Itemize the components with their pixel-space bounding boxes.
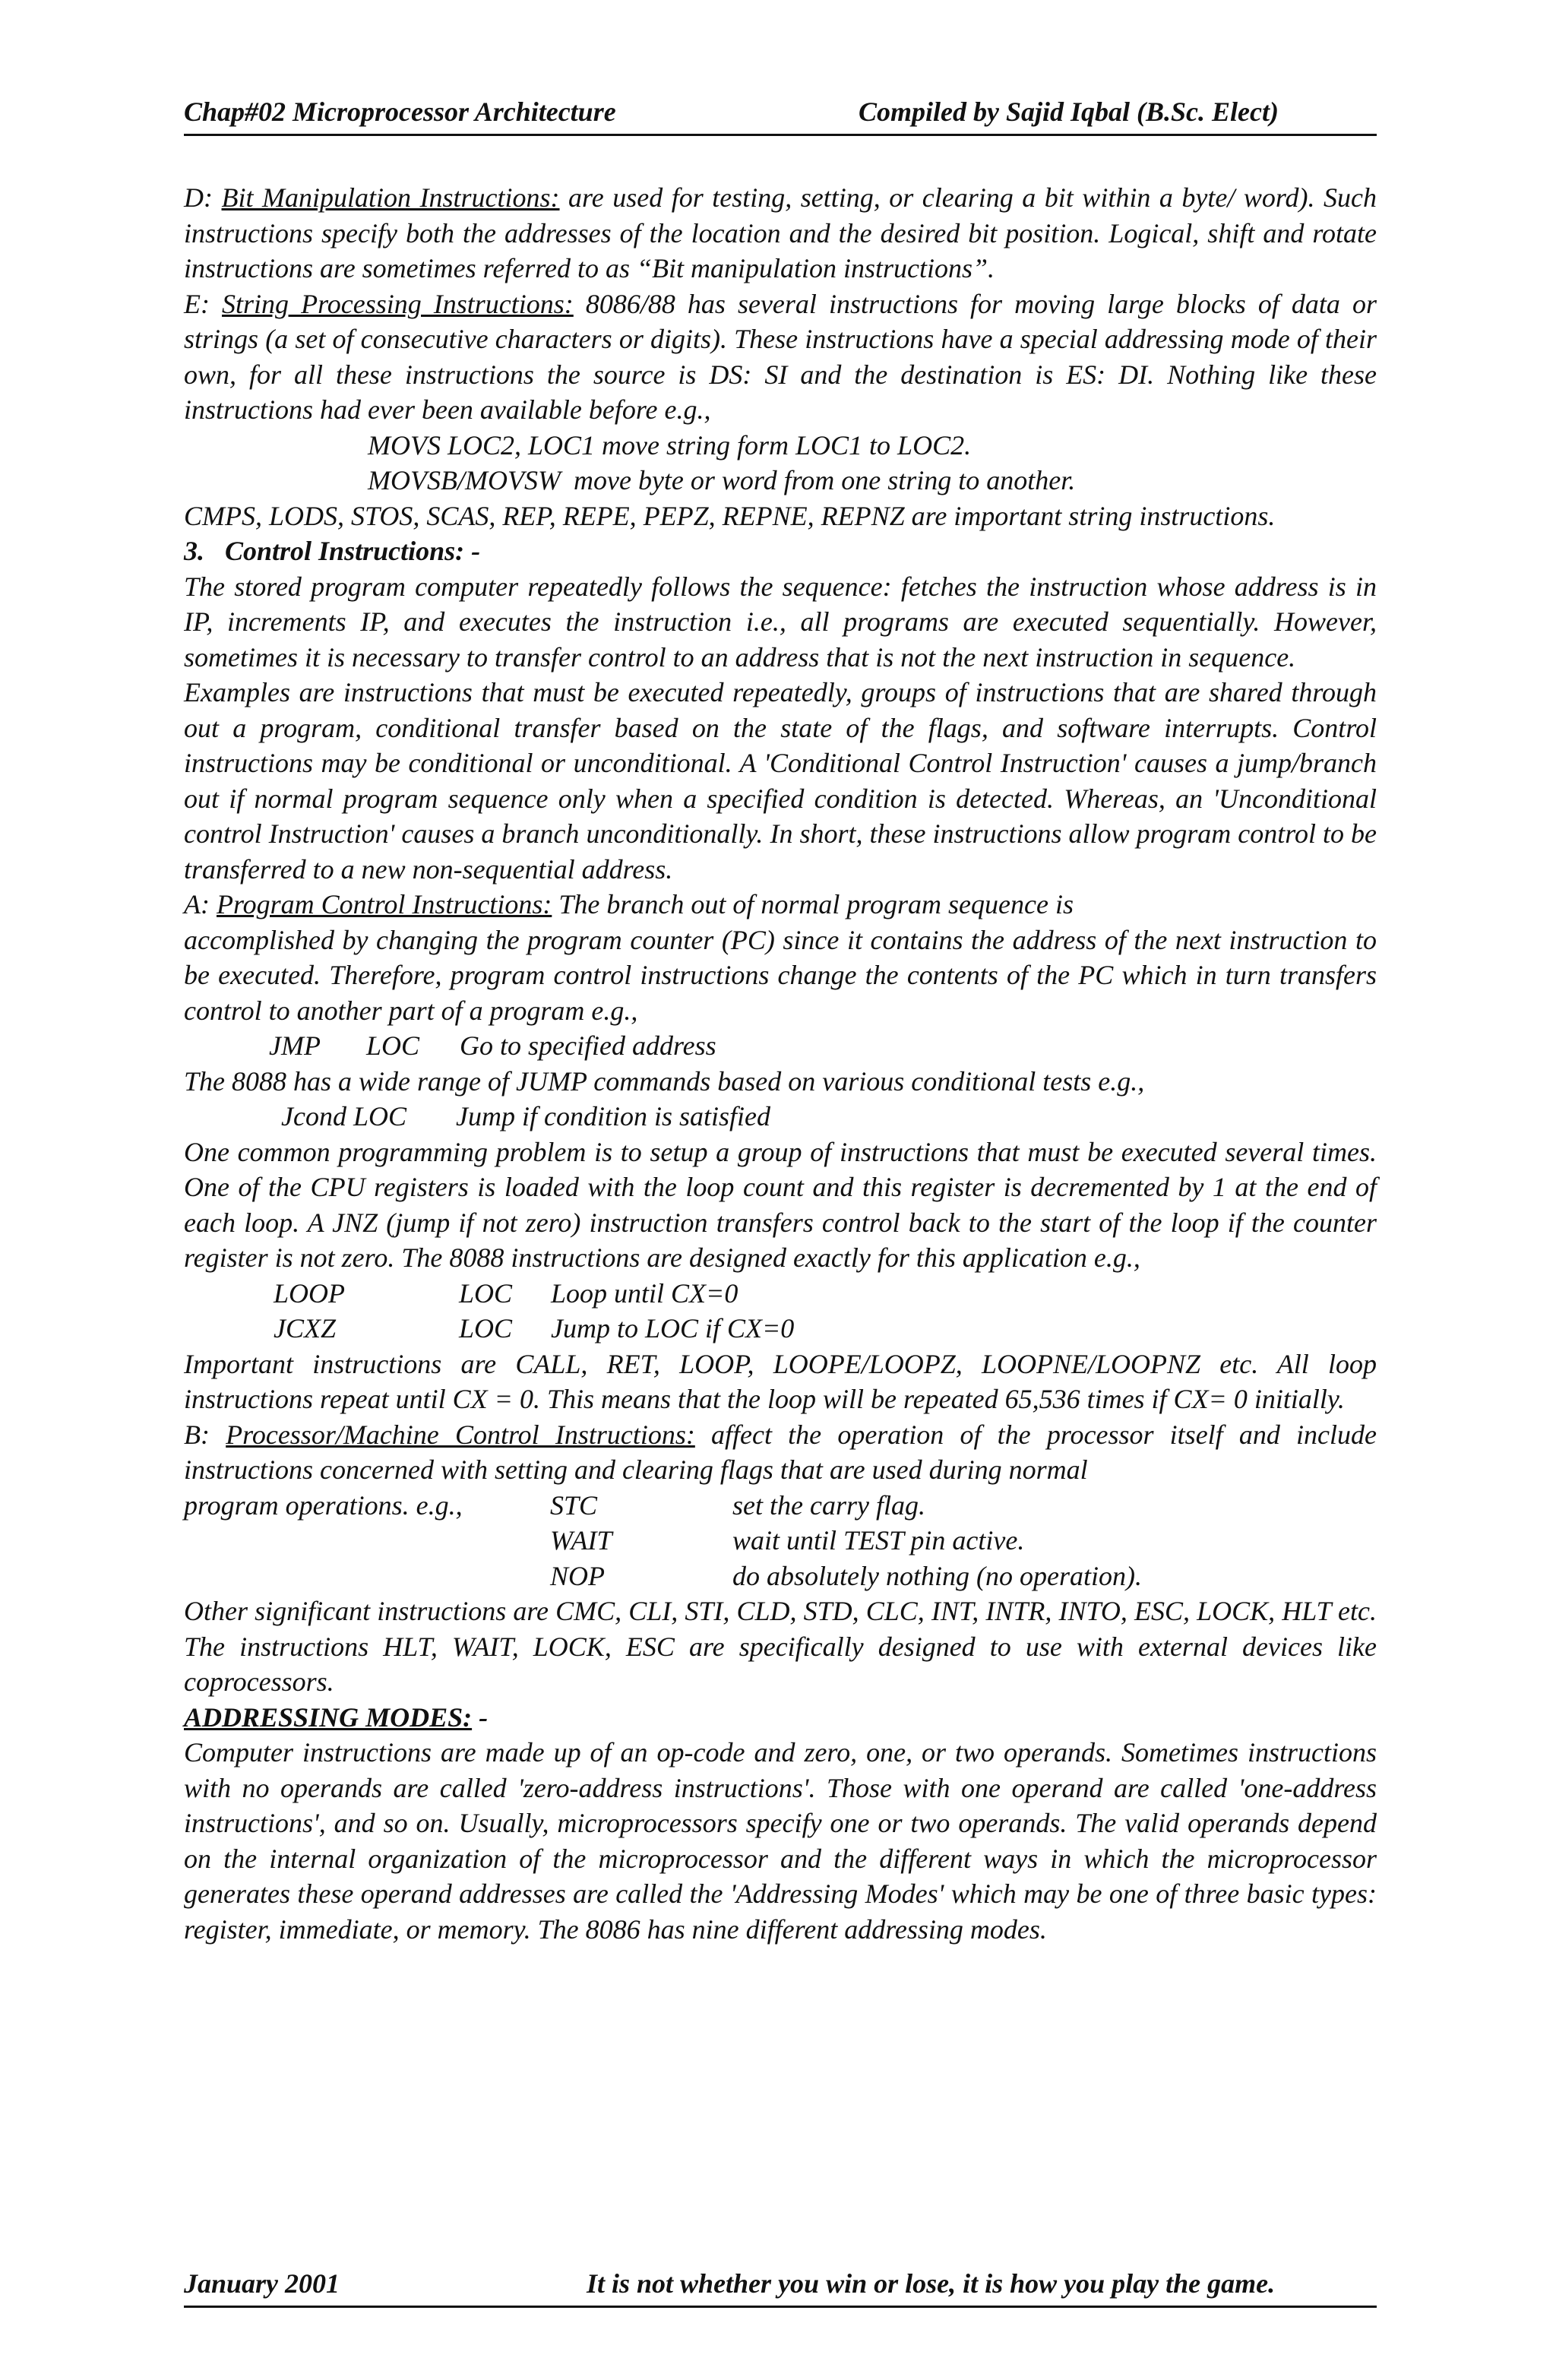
example-jcond-op: Jcond LOC	[281, 1101, 406, 1131]
section-d-paragraph	[184, 180, 1377, 286]
header-author: Compiled by Sajid Iqbal (B.Sc. Elect)	[859, 97, 1279, 127]
example-loop-arg: LOC	[459, 1277, 513, 1309]
example-jmp-desc: Go to specified address	[460, 1030, 716, 1061]
other-instructions-paragraph: Other significant instructions are CMC, CLI, STI, CLD, STD, CLC, INT, INTR, INTO, ESC, LOCK, HLT etc. The instructions HLT, WAIT, LOCK, ESC are specifically designed to use with external devices like coprocessors.	[184, 1596, 1377, 1697]
example-jcxz-arg: LOC	[459, 1313, 513, 1343]
example-loop-desc: Loop until CX=0	[551, 1277, 738, 1309]
example-jcxz-desc: Jump to LOC if CX=0	[551, 1313, 795, 1343]
section-d-prefix: D:	[184, 182, 222, 213]
example-nop-op: NOP	[550, 1560, 605, 1591]
example-stc	[184, 1488, 1377, 1524]
example-stc-desc: set the carry flag.	[732, 1489, 925, 1521]
example-jcond	[184, 1099, 1377, 1135]
section-b-prefix: B:	[184, 1419, 226, 1450]
page-body	[184, 180, 1377, 1947]
section-a-paragraph: accomplished by changing the program counter (PC) since it contains the address of the next instruction to be executed. Therefore, program control instructions change the contents of the PC which in turn transfers control to another part of a program e.g.,	[184, 924, 1377, 1026]
page-footer	[184, 2263, 1377, 2308]
page-header	[184, 91, 1377, 136]
important-loop-instructions: Important instructions are CALL, RET, LOOP, LOOPE/LOOPZ, LOOPNE/LOOPNZ etc. All loop instructions repeat until CX = 0. This means that the loop will be repeated 65,536 times if CX= 0 initially.	[184, 1348, 1377, 1414]
section-e-text: 8086/88 has several instructions for moving large blocks of data or strings (a set of consecutive characters or digits). These instructions have a special addressing mode of their own, for all these instructions the source is DS: SI and the destination is ES: DI. Nothing like these instructions had ever been available before e.g.,	[184, 288, 1377, 425]
string-instructions-list: CMPS, LODS, STOS, SCAS, REP, REPE, PEPZ, REPNE, REPNZ are important string instructions.	[184, 500, 1276, 531]
section-a-prefix: A:	[184, 889, 217, 919]
addressing-modes-heading-line	[184, 1700, 1377, 1736]
addressing-modes-paragraph: Computer instructions are made up of an op-code and zero, one, or two operands. Sometimes instructions with no operands are called 'zero-address instructions'. Those with one operand are called 'one-address instructions', and so on. Usually, microprocessors specify one or two operands. The valid operands depend on the internal organization of the microprocessor and the different ways in which the microprocessor generates these operand addresses are called the 'Addressing Modes' which may be one of three basic types: register, immediate, or memory. The 8086 has nine different addressing modes.	[184, 1737, 1377, 1945]
example-jmp	[184, 1028, 1377, 1064]
section-e-paragraph	[184, 286, 1377, 428]
addressing-modes-heading-suffix: -	[472, 1701, 489, 1733]
example-nop	[184, 1559, 1377, 1594]
section-3-paragraph-1: The stored program computer repeatedly follows the sequence: fetches the instruction whose address is in IP, increments IP, and executes the instruction i.e., all programs are executed sequentially. However, sometimes it is necessary to transfer control to an address that is not the next instruction in sequence.	[184, 571, 1377, 673]
example-wait	[184, 1523, 1377, 1559]
example-wait-desc: wait until TEST pin active.	[732, 1525, 1025, 1556]
section-a-first-line-text: The branch out of normal program sequence is	[552, 889, 1074, 919]
example-loop-op: LOOP	[274, 1277, 346, 1309]
section-3-paragraph-2: Examples are instructions that must be executed repeatedly, groups of instructions that are shared through out a program, conditional transfer based on the state of the flags, and software interrupts. Control instructions may be conditional or unconditional. A 'Conditional Control Instruction' causes a jump/branch out if normal program sequence only when a specified condition is detected. Whereas, an 'Unconditional control Instruction' causes a branch unconditionally. In short, these instructions allow program control to be transferred to a new non-sequential address.	[184, 677, 1377, 885]
section-a-title: Program Control Instructions:	[216, 889, 552, 919]
jump-commands-text: The 8088 has a wide range of JUMP commands based on various conditional tests e.g.,	[184, 1065, 1145, 1097]
example-movs	[184, 428, 1377, 464]
addressing-modes-heading: ADDRESSING MODES:	[184, 1701, 473, 1733]
loop-paragraph: One common programming problem is to setup a group of instructions that must be executed several times. One of the CPU registers is loaded with the loop count and this register is decremented by 1 at the end of each loop. A JNZ (jump if not zero) instruction transfers control back to the start of the loop if the counter register is not zero. The 8088 instructions are designed exactly for this application e.g.,	[184, 1136, 1377, 1273]
section-e-prefix: E:	[184, 288, 223, 319]
section-b-title: Processor/Machine Control Instructions:	[226, 1419, 695, 1450]
example-movsb-desc: move byte or word from one string to another.	[574, 465, 1076, 495]
example-stc-op: STC	[550, 1489, 598, 1521]
example-jmp-op: JMP	[269, 1030, 321, 1061]
footer-date: January 2001	[184, 2268, 340, 2299]
example-jmp-arg: LOC	[366, 1030, 420, 1061]
section-e-title: String Processing Instructions:	[222, 288, 574, 319]
section-3-heading: 3. Control Instructions: -	[184, 536, 481, 566]
example-nop-desc: do absolutely nothing (no operation).	[732, 1560, 1142, 1591]
section-a-first-line	[184, 887, 1377, 923]
section-b-text: affect the operation of the processor itself and include instructions concerned with setting and clearing flags that are used during normal	[184, 1419, 1377, 1485]
example-jcxz	[184, 1311, 1377, 1347]
section-d-title: Bit Manipulation Instructions:	[221, 182, 560, 213]
header-chapter-title: Chap#02 Microprocessor Architecture	[184, 97, 616, 127]
example-jcond-desc: Jump if condition is satisfied	[456, 1101, 770, 1131]
section-d-text: are used for testing, setting, or clearing a bit within a byte/ word). Such instructions specify both the addresses of the location and the desired bit position. Logical, shift and rotate instructions are sometimes referred to as “Bit manipulation instructions”.	[184, 182, 1377, 283]
example-jcxz-op: JCXZ	[274, 1313, 337, 1343]
example-movsb	[184, 463, 1377, 498]
section-b-paragraph	[184, 1417, 1377, 1488]
example-wait-op: WAIT	[550, 1525, 612, 1556]
section-b-last-line: program operations. e.g.,	[184, 1489, 463, 1521]
example-loop	[184, 1276, 1377, 1312]
footer-quote: It is not whether you win or lose, it is how you play the game.	[587, 2268, 1276, 2299]
example-movs-text: MOVS LOC2, LOC1 move string form LOC1 to LOC2.	[368, 429, 972, 460]
example-movsb-op: MOVSB/MOVSW	[368, 465, 561, 495]
